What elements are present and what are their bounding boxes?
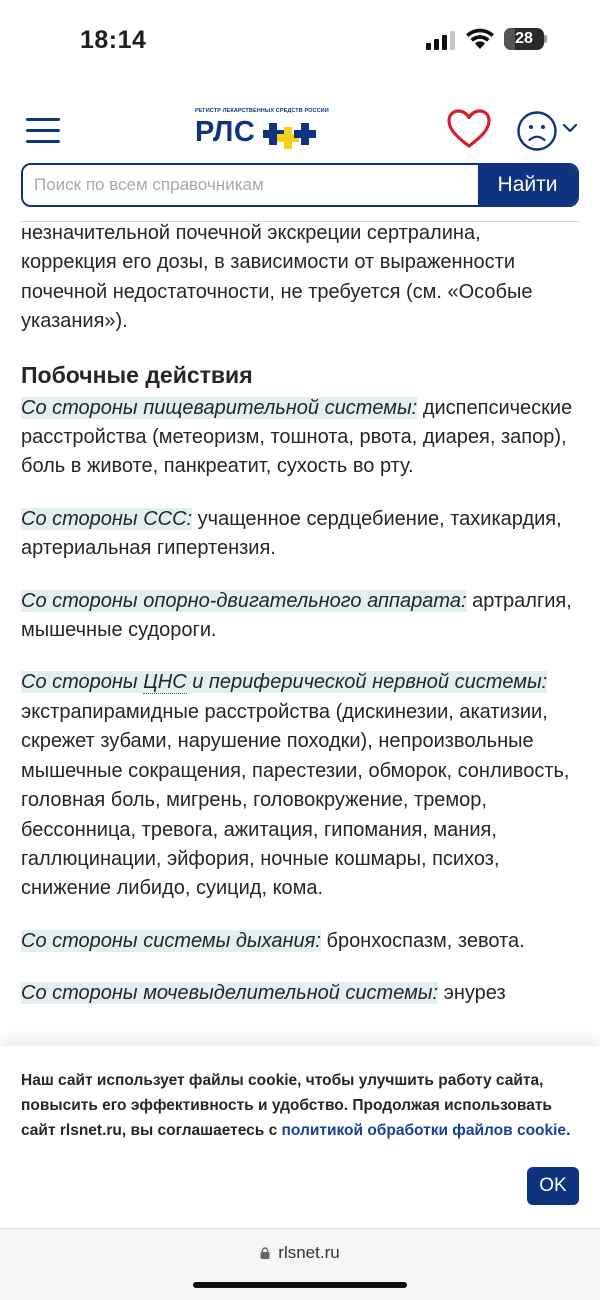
- cookie-banner: [0, 1046, 600, 1228]
- status-time: 18:14: [80, 26, 147, 54]
- side-effect-label: Со стороны опорно-двигательного аппарата:: [21, 589, 467, 612]
- side-effect-label-post: и периферической нервной системы:: [186, 671, 548, 694]
- menu-icon[interactable]: [26, 112, 62, 144]
- side-effect-label: Со стороны пищеварительной системы:: [21, 396, 418, 419]
- cookie-text-end: .: [566, 1122, 571, 1139]
- intro-paragraph: незначительной почечной экскреции сертралина, коррекция его дозы, в зависимости от выраженности почечной недостаточности, не требуется (см. «Особые указания»).: [21, 222, 533, 333]
- cookie-message: [21, 1068, 586, 1143]
- side-effect-label: Со стороны ССС:: [21, 507, 193, 530]
- side-effect-text: энурез: [443, 982, 506, 1005]
- cookie-text: Наш сайт использует файлы cookie, чтобы улучшить работу сайта, повысить его эффективность и удобство. Продолжая использовать сайт rlsnet.ru, вы соглашаетесь с: [21, 1072, 552, 1139]
- cellular-signal-icon: [426, 30, 456, 50]
- url-text: rlsnet.ru: [278, 1243, 340, 1262]
- side-effect-text: бронхоспазм, зевота.: [326, 929, 525, 952]
- cookie-ok-button[interactable]: OK: [527, 1167, 579, 1205]
- search-bar: [21, 163, 579, 207]
- logo-text: РЛС: [195, 116, 256, 148]
- side-effect-item: [21, 979, 581, 1008]
- abbreviation-cns[interactable]: ЦНС: [143, 671, 187, 694]
- search-button[interactable]: Найти: [478, 165, 577, 205]
- side-effect-text: диспепсические расстройства (метеоризм, тошнота, рвота, диарея, запор), боль в животе, панкреатит, сухость во рту.: [21, 396, 573, 478]
- side-effect-text: учащенное сердцебиение, тахикардия, артериальная гипертензия.: [21, 507, 562, 560]
- site-header: [0, 100, 600, 160]
- side-effect-item: [21, 394, 581, 482]
- browser-address-bar[interactable]: [0, 1228, 600, 1300]
- side-effect-text: артралгия, мышечные судороги.: [21, 589, 572, 642]
- url-display[interactable]: [0, 1243, 600, 1263]
- side-effect-text: экстрапирамидные расстройства (дискинезии, акатизии, скрежет зубами, нарушение походки), непроизвольные мышечные сокращения, парестезии, обморок, сонливость, головная боль, мигрень, головокружение, тремор, бессонница, тревога, ажитация, гипомания, мания, галлюцинации, эйфория, ночные кошмары, психоз, снижение либидо, суицид, кома.: [21, 700, 570, 900]
- search-input[interactable]: [23, 165, 480, 205]
- side-effect-item: [21, 505, 581, 564]
- section-title: Побочные действия: [21, 361, 253, 388]
- logo-caption: РЕГИСТР ЛЕКАРСТВЕННЫХ СРЕДСТВ РОССИИ: [195, 108, 329, 114]
- side-effect-label: Со стороны системы дыхания:: [21, 929, 321, 952]
- battery-icon: [504, 28, 548, 50]
- chevron-down-icon[interactable]: [562, 122, 578, 134]
- favorites-heart-icon[interactable]: [446, 108, 492, 150]
- battery-level: 28: [515, 30, 533, 47]
- status-bar: [0, 0, 600, 80]
- side-effect-item: [21, 668, 581, 903]
- logo-crosses-icon: [263, 120, 323, 150]
- logo[interactable]: [195, 108, 330, 154]
- side-effect-label: Со стороны мочевыделительной системы:: [21, 982, 439, 1005]
- side-effect-label-pre: Со стороны: [21, 671, 144, 694]
- lock-icon: [260, 1247, 270, 1259]
- side-effect-item: [21, 587, 581, 646]
- side-effect-label: [21, 671, 547, 693]
- profile-sad-face-icon[interactable]: [516, 110, 558, 152]
- side-effect-item: [21, 927, 581, 956]
- wifi-icon: [465, 27, 495, 51]
- cookie-policy-link[interactable]: политикой обработки файлов cookie: [281, 1122, 567, 1139]
- home-indicator[interactable]: [193, 1282, 407, 1288]
- article-content: [21, 219, 581, 1032]
